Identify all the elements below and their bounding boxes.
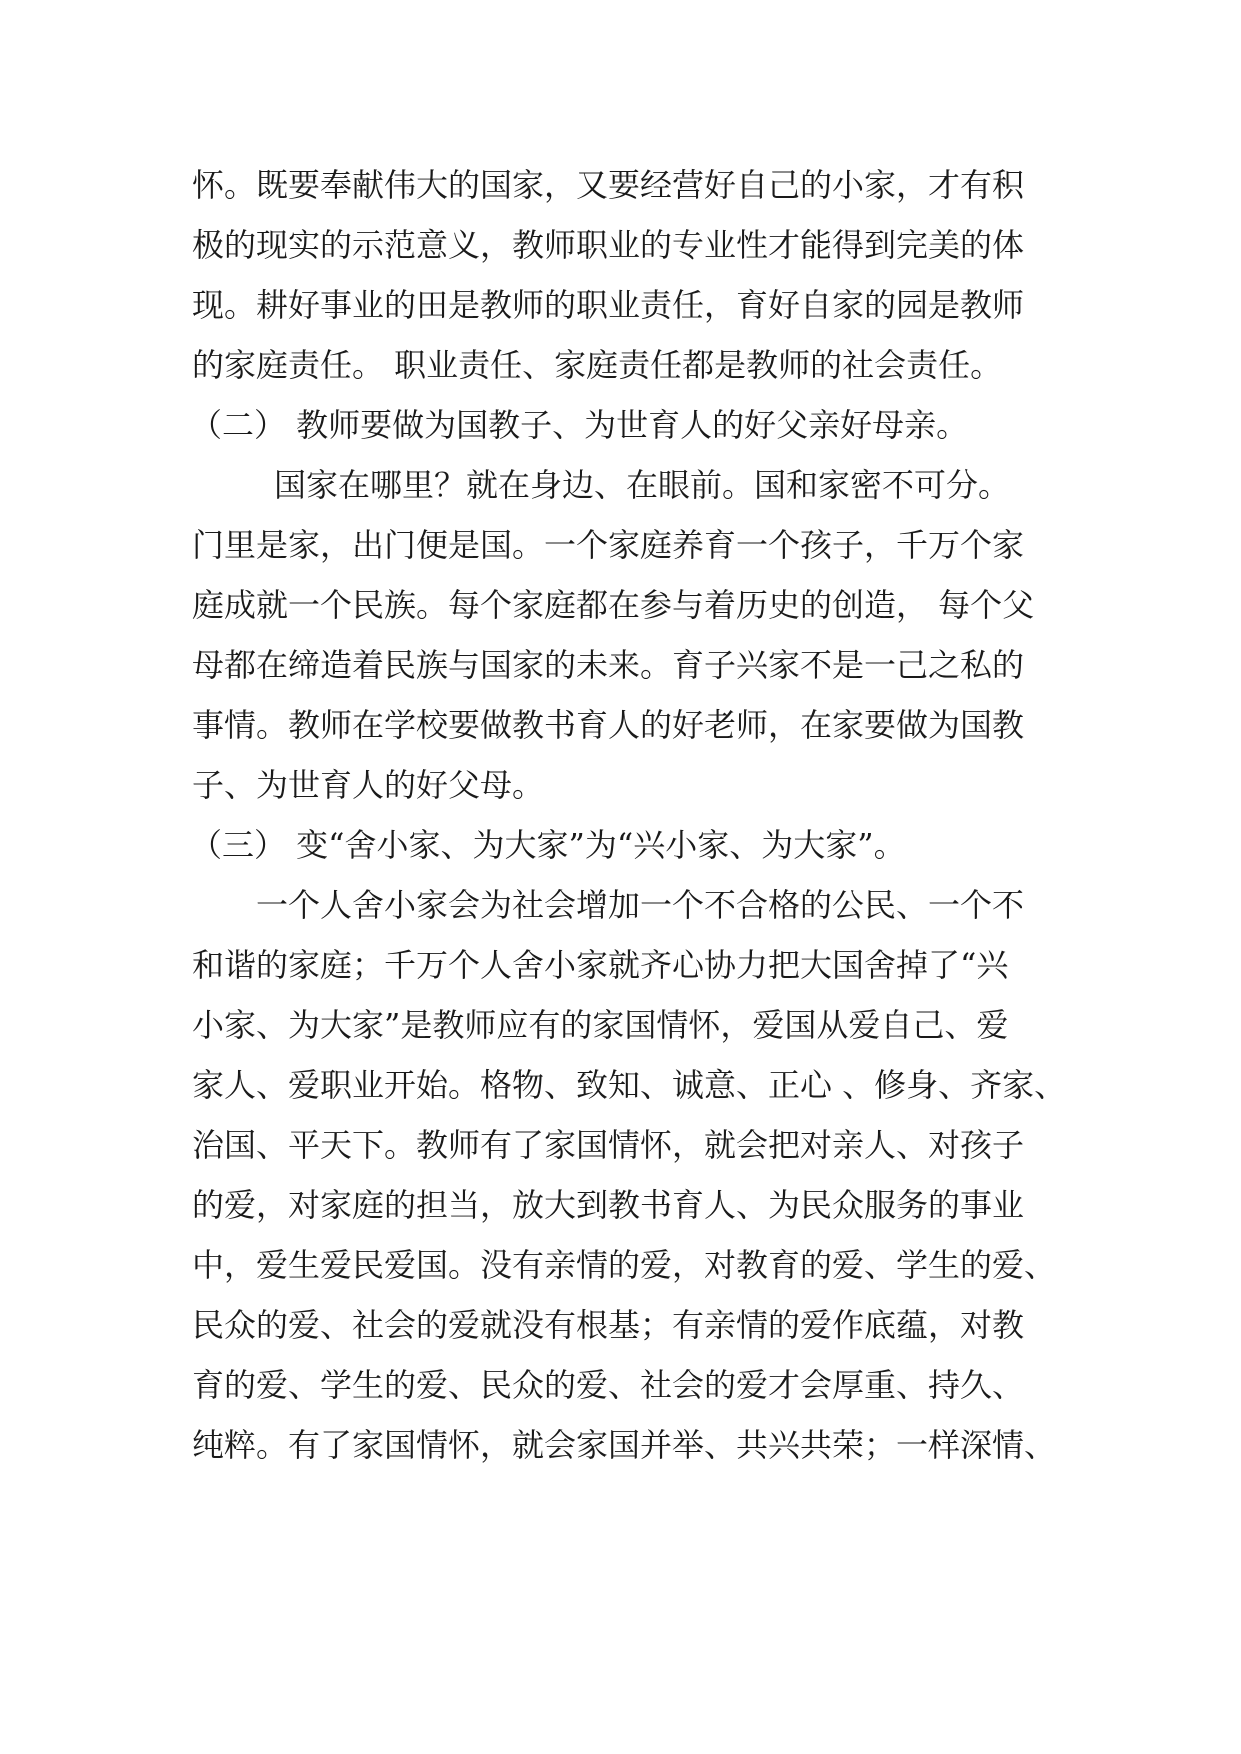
text-line: 育的爱、学生的爱、民众的爱、社会的爱才会厚重、持久、 bbox=[192, 1366, 1025, 1404]
text-line: 子、为世育人的好父母。 bbox=[192, 766, 545, 804]
section-heading: （二） 教师要做为国教子、为世育人的好父亲好母亲。 bbox=[190, 406, 969, 444]
text-line: 事情。教师在学校要做教书育人的好老师，在家要做为国教 bbox=[192, 706, 1025, 744]
text-line: 的爱，对家庭的担当，放大到教书育人、为民众服务的事业 bbox=[192, 1186, 1025, 1224]
paragraph-first-line: 国家在哪里？就在身边、在眼前。国和家密不可分。 bbox=[274, 466, 1011, 504]
text-line: 小家、为大家”是教师应有的家国情怀，爱国从爱自己、爱 bbox=[192, 1006, 1009, 1044]
text-line: 纯粹。有了家国情怀，就会家国并举、共兴共荣；一样深情、 bbox=[192, 1426, 1057, 1464]
text-line: 庭成就一个民族。每个家庭都在参与着历史的创造， 每个父 bbox=[192, 586, 1035, 624]
text-line: 极的现实的示范意义，教师职业的专业性才能得到完美的体 bbox=[192, 226, 1025, 264]
paragraph-first-line: 一个人舍小家会为社会增加一个不合格的公民、一个不 bbox=[256, 886, 1025, 924]
text-line: 治国、平天下。教师有了家国情怀，就会把对亲人、对孩子 bbox=[192, 1126, 1025, 1164]
text-line: 母都在缔造着民族与国家的未来。育子兴家不是一己之私的 bbox=[192, 646, 1025, 684]
text-line: 和谐的家庭；千万个人舍小家就齐心协力把大国舍掉了“兴 bbox=[192, 946, 1009, 984]
text-line: 家人、爱职业开始。格物、致知、诚意、正心 、修身、齐家、 bbox=[192, 1066, 1067, 1104]
text-line: 的家庭责任。 职业责任、家庭责任都是教师的社会责任。 bbox=[192, 346, 1003, 384]
text-line: 怀。既要奉献伟大的国家，又要经营好自己的小家，才有积 bbox=[192, 166, 1025, 204]
section-heading: （三） 变“舍小家、为大家”为“兴小家、为大家”。 bbox=[190, 826, 906, 864]
text-line: 门里是家，出门便是国。一个家庭养育一个孩子，千万个家 bbox=[192, 526, 1025, 564]
text-line: 现。耕好事业的田是教师的职业责任，育好自家的园是教师 bbox=[192, 286, 1025, 324]
text-line: 中，爱生爱民爱国。没有亲情的爱，对教育的爱、学生的爱、 bbox=[192, 1246, 1057, 1284]
text-line: 民众的爱、社会的爱就没有根基；有亲情的爱作底蕴，对教 bbox=[192, 1306, 1025, 1344]
